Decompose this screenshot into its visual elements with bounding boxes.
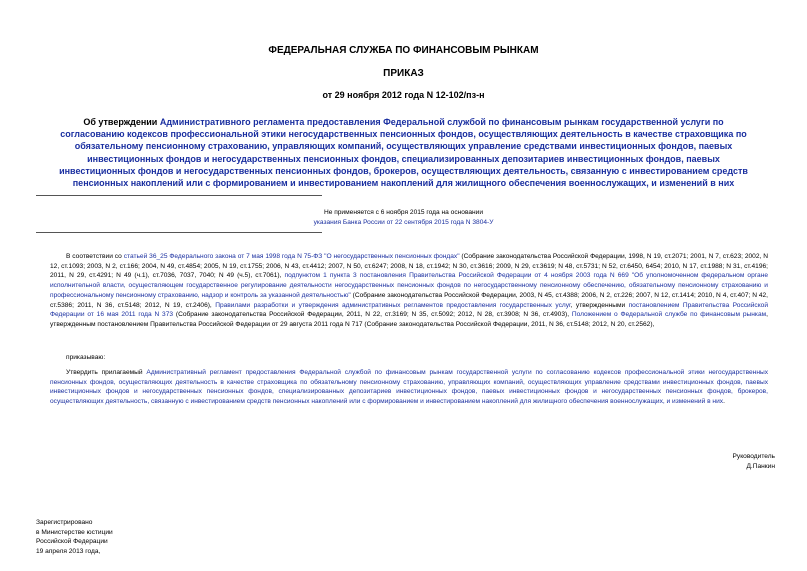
signature-block xyxy=(733,452,775,471)
status-note-link[interactable]: указания Банка России от 22 сентября 2015 года N 3804-У xyxy=(313,219,494,226)
admin-regulation-link[interactable]: Административный регламент предоставления Федеральной службой по финансовым рынкам государственной услуги по согласованию кодексов профессиональной этики негосударственных пенсионных фондов, осуществляющих деятельность в качестве страховщика по обязательному пенсионному страхованию, управляющих компаний, осуществляющих управление средствами инвестиционных фондов, паевых инвестиционных фондов и негосударственных пенсионных фондов, специализированных депозитариев инвестиционных фондов, паевых инвестиционных фондов и негосударственных пенсионных фондов, брокеров, осуществляющих деятельность, связанную с инвестированием средств пенсионных накоплений или с формированием и инвестированием накоплений для жилищного обеспечения военнослужащих, и изменений в них xyxy=(50,369,768,406)
approval-end: . xyxy=(723,398,725,406)
divider-bottom xyxy=(36,232,322,233)
rules-regulations-link[interactable]: Правилами разработки и утверждения административных регламентов предоставления государственных услуг xyxy=(215,301,571,309)
prikazyvayu-label: приказываю: xyxy=(66,354,106,361)
preamble-text-1: (Собрание законодательства Российской Федерации, 1998, N 19, ст.2071; 2001, N 7, ст.623; 2002, N 12, ст.1093; 2003, N 2, ст.166; 2004, N 49, ст.4854; 2005, N 19, ст.1755; 2006, N 43, ст.4412; 2007, N 50, ст.6247; 2008, N 18, ст.1942; N 30, ст.3616; 2009, N 29, ст.3619; N 48, ст.5731; N 52, ст.6450, 6454; 2010, N 17, ст.1988; N 31, ст.4196; 2011, N 29, ст.4291; N 49 (ч.1), ст.7036, 7037, 7040; N 49 (ч.5), ст.7061), xyxy=(50,253,768,280)
document-title xyxy=(50,116,757,189)
preamble-text-3: , утвержденными xyxy=(570,301,629,309)
signature-position: Руководитель xyxy=(732,453,775,460)
document-date-number: от 29 ноября 2012 года N 12-102/пз-н xyxy=(322,90,485,100)
preamble-intro: В соответствии со xyxy=(66,253,124,260)
registration-line2: в Министерстве юстиции xyxy=(36,528,113,536)
title-prefix: Об утверждении xyxy=(83,117,160,127)
registration-block xyxy=(36,518,113,556)
divider-top xyxy=(36,195,322,196)
preamble-paragraph xyxy=(50,252,768,330)
signature-name: Д.Панкин xyxy=(746,462,775,470)
document-type: ПРИКАЗ xyxy=(383,68,424,79)
approval-paragraph xyxy=(50,368,768,407)
status-note-line1: Не применяется с 6 ноября 2015 года на основании xyxy=(323,209,484,216)
law-75fz-link[interactable]: статьей 36_25 Федерального закона от 7 мая 1998 года N 75-ФЗ "О негосударственных пенсионных фондах" xyxy=(123,253,460,260)
preamble-text-5: , утвержденным постановлением Правительства Российской Федерации от 29 августа 2011 года N 717 (Собрание законодательства Российской Федерации, 2011, N 36, ст.5148; 2012, N 20, ст.2562), xyxy=(50,311,768,328)
preamble-text-4: (Собрание законодательства Российской Федерации, 2011, N 22, ст.3169; N 35, ст.5092; 2012, N 28, ст.3908; N 36, ст.4903), xyxy=(173,311,572,319)
agency-heading: ФЕДЕРАЛЬНАЯ СЛУЖБА ПО ФИНАНСОВЫМ РЫНКАМ xyxy=(268,45,539,56)
title-regulation-link[interactable]: Административного регламента предоставления Федеральной службой по финансовым рынкам государственной услуги по согласованию кодексов профессиональной этики негосударственных пенсионных фондов, осуществляющих деятельность в качестве страховщика по обязательному пенсионному страхованию, управляющих компаний, осуществляющих управление средствами инвестиционных фондов, паевых инвестиционных фондов и негосударственных пенсионных фондов, специализированных депозитариев инвестиционных фондов, паевых инвестиционных фондов и негосударственных пенсионных фондов, брокеров, осуществляющих деятельность, связанную с инвестированием средств пенсионных накоплений или с формированием и инвестированием накоплений для жилищного обеспечения военнослужащих, и изменений в них xyxy=(59,117,748,189)
decree-669-link[interactable]: подпунктом 1 пункта 3 постановления Правительства Российской Федерации от 4 ноября 2003 года N 669 "Об уполномоченном федеральном органе исполнительной власти, осуществляющем государственное регулирование деятельности негосударственных пенсионных фондов по негосударственному пенсионному обеспечению, обязательному пенсионному страхованию и профессиональному пенсионному страхованию, надзор и контроль за указанной деятельностью" xyxy=(50,272,768,299)
registration-line4: 19 апреля 2013 года, xyxy=(36,547,101,555)
registration-line3: Российской Федерации xyxy=(36,538,108,546)
registration-line1: Зарегистрировано xyxy=(36,519,93,526)
preamble-text-2: (Собрание законодательства Российской Федерации, 2003, N 45, ст.4388; 2006, N 2, ст.226; 2007, N 12, ст.1414; 2010, N 4, ст.407; N 42, ст.5386; 2011, N 36, ст.5148; 2012, N 19, ст.2406), xyxy=(50,291,768,309)
decree-373-link[interactable]: постановлением Правительства Российской Федерации от 16 мая 2011 года N 373 xyxy=(50,301,769,319)
approval-intro: Утвердить прилагаемый xyxy=(66,369,147,376)
fsfr-statute-link[interactable]: Положением о Федеральной службе по финансовым рынкам xyxy=(571,311,767,319)
